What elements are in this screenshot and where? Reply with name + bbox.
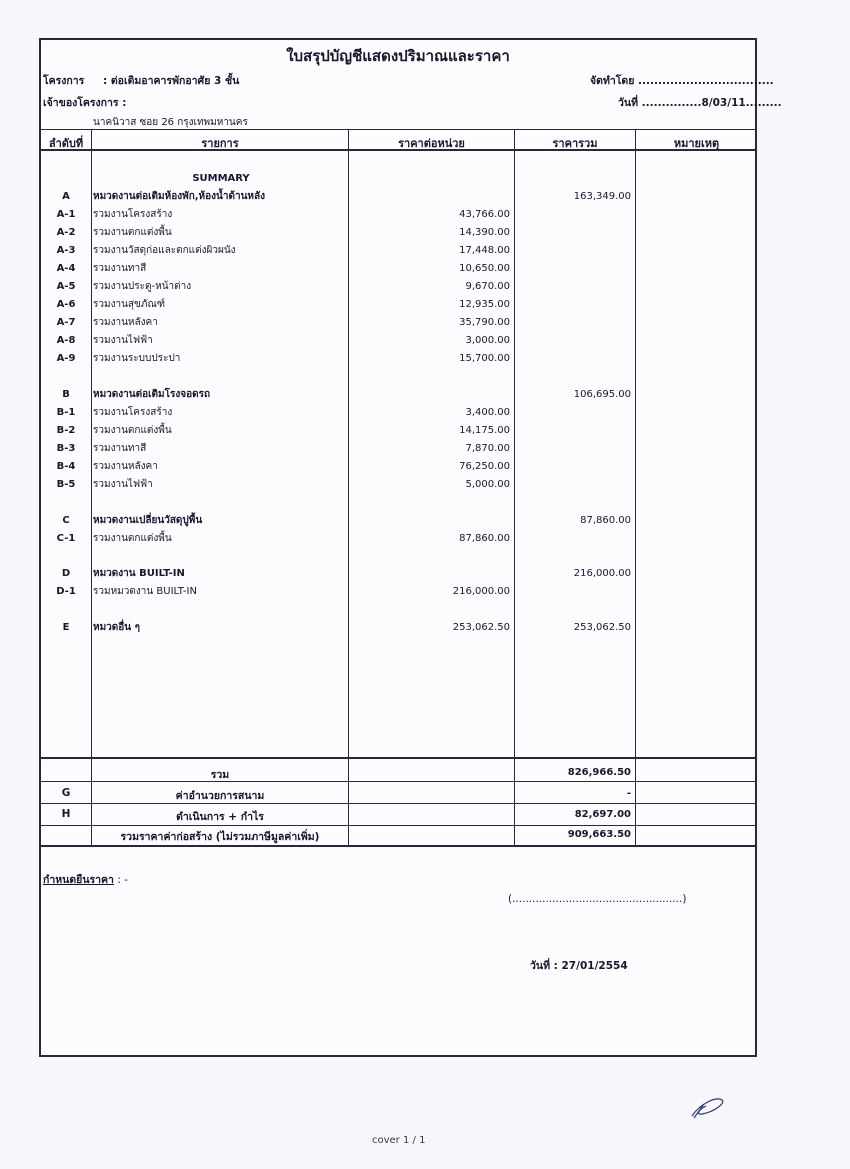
header-no: ลำดับที่ xyxy=(48,137,84,150)
row-description: รวมงานตกแต่งพื้น xyxy=(93,533,172,544)
price-validity-value: : - xyxy=(117,874,128,886)
row-code: A-1 xyxy=(56,209,76,220)
header-item: รายการ xyxy=(201,137,239,150)
row-code: B-4 xyxy=(56,461,76,472)
row-code: D xyxy=(61,568,71,579)
row-unit-price: 3,400.00 xyxy=(465,407,510,418)
grand-rule xyxy=(41,845,755,847)
row-total-price: 87,860.00 xyxy=(580,515,631,526)
grand-label: รวมราคาค่าก่อสร้าง (ไม่รวมภาษีมูลค่าเพิ่ม) xyxy=(120,831,320,843)
row-description: รวมงานตกแต่งพื้น xyxy=(93,425,172,436)
row-unit-price: 5,000.00 xyxy=(465,479,510,490)
g-total: - xyxy=(626,788,631,799)
sum-label: รวม xyxy=(210,769,230,781)
row-description: รวมงานทาสี xyxy=(93,443,147,454)
row-code: B-2 xyxy=(56,425,76,436)
row-unit-price: 216,000.00 xyxy=(452,586,510,597)
row-description: รวมงานไฟฟ้า xyxy=(93,335,153,346)
row-description: หมวดงานต่อเติมโรงจอดรถ xyxy=(93,389,211,400)
row-unit-price: 253,062.50 xyxy=(452,622,510,633)
row-total-price: 216,000.00 xyxy=(573,568,631,579)
row-code: A-9 xyxy=(56,353,76,364)
row-code: A-6 xyxy=(56,299,76,310)
row-description: หมวดงาน BUILT-IN xyxy=(93,568,185,579)
row-description: รวมงานโครงสร้าง xyxy=(93,209,173,220)
row-code: E xyxy=(62,622,70,633)
body-bottom-rule xyxy=(41,757,755,759)
header-top-rule xyxy=(41,129,755,130)
col-divider-code xyxy=(91,129,92,847)
row-unit-price: 43,766.00 xyxy=(459,209,510,220)
row-unit-price: 87,860.00 xyxy=(459,533,510,544)
row-unit-price: 14,175.00 xyxy=(459,425,510,436)
sum-total: 826,966.50 xyxy=(567,767,631,778)
header-remark: หมายเหตุ xyxy=(673,137,720,150)
row-code: B xyxy=(62,389,70,400)
grand-total: 909,663.50 xyxy=(567,829,631,840)
row-code: B-3 xyxy=(56,443,76,454)
row-code: C-1 xyxy=(56,533,76,544)
h-total: 82,697.00 xyxy=(574,809,631,820)
row-description: รวมงานหลังคา xyxy=(93,317,158,328)
row-total-price: 163,349.00 xyxy=(573,191,631,202)
row-code: A-7 xyxy=(56,317,76,328)
row-description: หมวดอื่น ๆ xyxy=(93,622,140,633)
project-address: นาคนิวาส ซอย 26 กรุงเทพมหานคร xyxy=(93,117,248,128)
row-description: รวมงานสุขภัณฑ์ xyxy=(93,299,166,310)
row-unit-price: 7,870.00 xyxy=(465,443,510,454)
header-total-price: ราคารวม xyxy=(552,137,598,150)
row-code: A-5 xyxy=(56,281,76,292)
row-code: A-3 xyxy=(56,245,76,256)
h-rule xyxy=(41,825,755,826)
row-description: รวมงานไฟฟ้า xyxy=(93,479,153,490)
row-unit-price: 76,250.00 xyxy=(459,461,510,472)
row-description: รวมงานตกแต่งพื้น xyxy=(93,227,172,238)
row-code: A-2 xyxy=(56,227,76,238)
row-unit-price: 3,000.00 xyxy=(465,335,510,346)
project-name: : ต่อเติมอาคารพักอาศัย 3 ชั้น xyxy=(103,75,240,87)
row-unit-price: 15,700.00 xyxy=(459,353,510,364)
row-description: รวมงานวัสดุก่อและตกแต่งผิวผนัง xyxy=(93,245,236,256)
row-description: รวมงานประตู-หน้าต่าง xyxy=(93,281,192,292)
row-unit-price: 12,935.00 xyxy=(459,299,510,310)
row-description: รวมงานโครงสร้าง xyxy=(93,407,173,418)
col-divider-item xyxy=(348,129,349,847)
row-code: A-8 xyxy=(56,335,76,346)
handwritten-signature xyxy=(688,1092,728,1122)
h-label: ดำเนินการ + กำไร xyxy=(176,811,264,823)
h-code: H xyxy=(61,808,71,820)
row-total-price: 253,062.50 xyxy=(573,622,631,633)
row-unit-price: 17,448.00 xyxy=(459,245,510,256)
col-divider-total xyxy=(635,129,636,847)
row-code: A-4 xyxy=(56,263,76,274)
row-code: A xyxy=(62,191,70,202)
page-footer: cover 1 / 1 xyxy=(372,1135,426,1146)
project-label: โครงการ xyxy=(43,75,85,87)
quantity-price-summary-sheet xyxy=(39,38,782,1057)
row-description: รวมงานระบบประปา xyxy=(93,353,181,364)
signature-line: (...................................................) xyxy=(508,893,687,905)
row-unit-price: 10,650.00 xyxy=(459,263,510,274)
row-description: รวมหมวดงาน BUILT-IN xyxy=(93,586,197,597)
row-description: รวมงานหลังคา xyxy=(93,461,158,472)
row-description: หมวดงานต่อเติมห้องพัก,ห้องน้ำด้านหลัง xyxy=(93,191,266,202)
row-code: B-5 xyxy=(56,479,76,490)
price-validity xyxy=(43,871,128,888)
g-code: G xyxy=(61,787,71,799)
row-code: C xyxy=(62,515,70,526)
price-validity-label: กำหนดยืนราคา xyxy=(43,874,114,886)
row-description: รวมงานทาสี xyxy=(93,263,147,274)
owner-label: เจ้าของโครงการ : xyxy=(43,97,127,109)
prepared-by: จัดทำโดย .................................. xyxy=(590,75,774,87)
header-unit-price: ราคาต่อหน่วย xyxy=(398,137,465,150)
row-unit-price: 9,670.00 xyxy=(465,281,510,292)
row-code: B-1 xyxy=(56,407,76,418)
row-unit-price: 14,390.00 xyxy=(459,227,510,238)
sign-date: วันที่ : 27/01/2554 xyxy=(530,960,628,972)
row-description: หมวดงานเปลี่ยนวัสดุปูพื้น xyxy=(93,515,203,526)
col-divider-unit xyxy=(514,129,515,847)
row-total-price: 106,695.00 xyxy=(573,389,631,400)
row-unit-price: 35,790.00 xyxy=(459,317,510,328)
row-code: D-1 xyxy=(56,586,76,597)
date-field: วันที่ ...............8/03/11......... xyxy=(618,97,782,109)
document-title: ใบสรุปบัญชีแสดงปริมาณและราคา xyxy=(286,47,510,65)
summary-heading: SUMMARY xyxy=(192,173,250,184)
g-label: ค่าอำนวยการสนาม xyxy=(175,790,265,802)
